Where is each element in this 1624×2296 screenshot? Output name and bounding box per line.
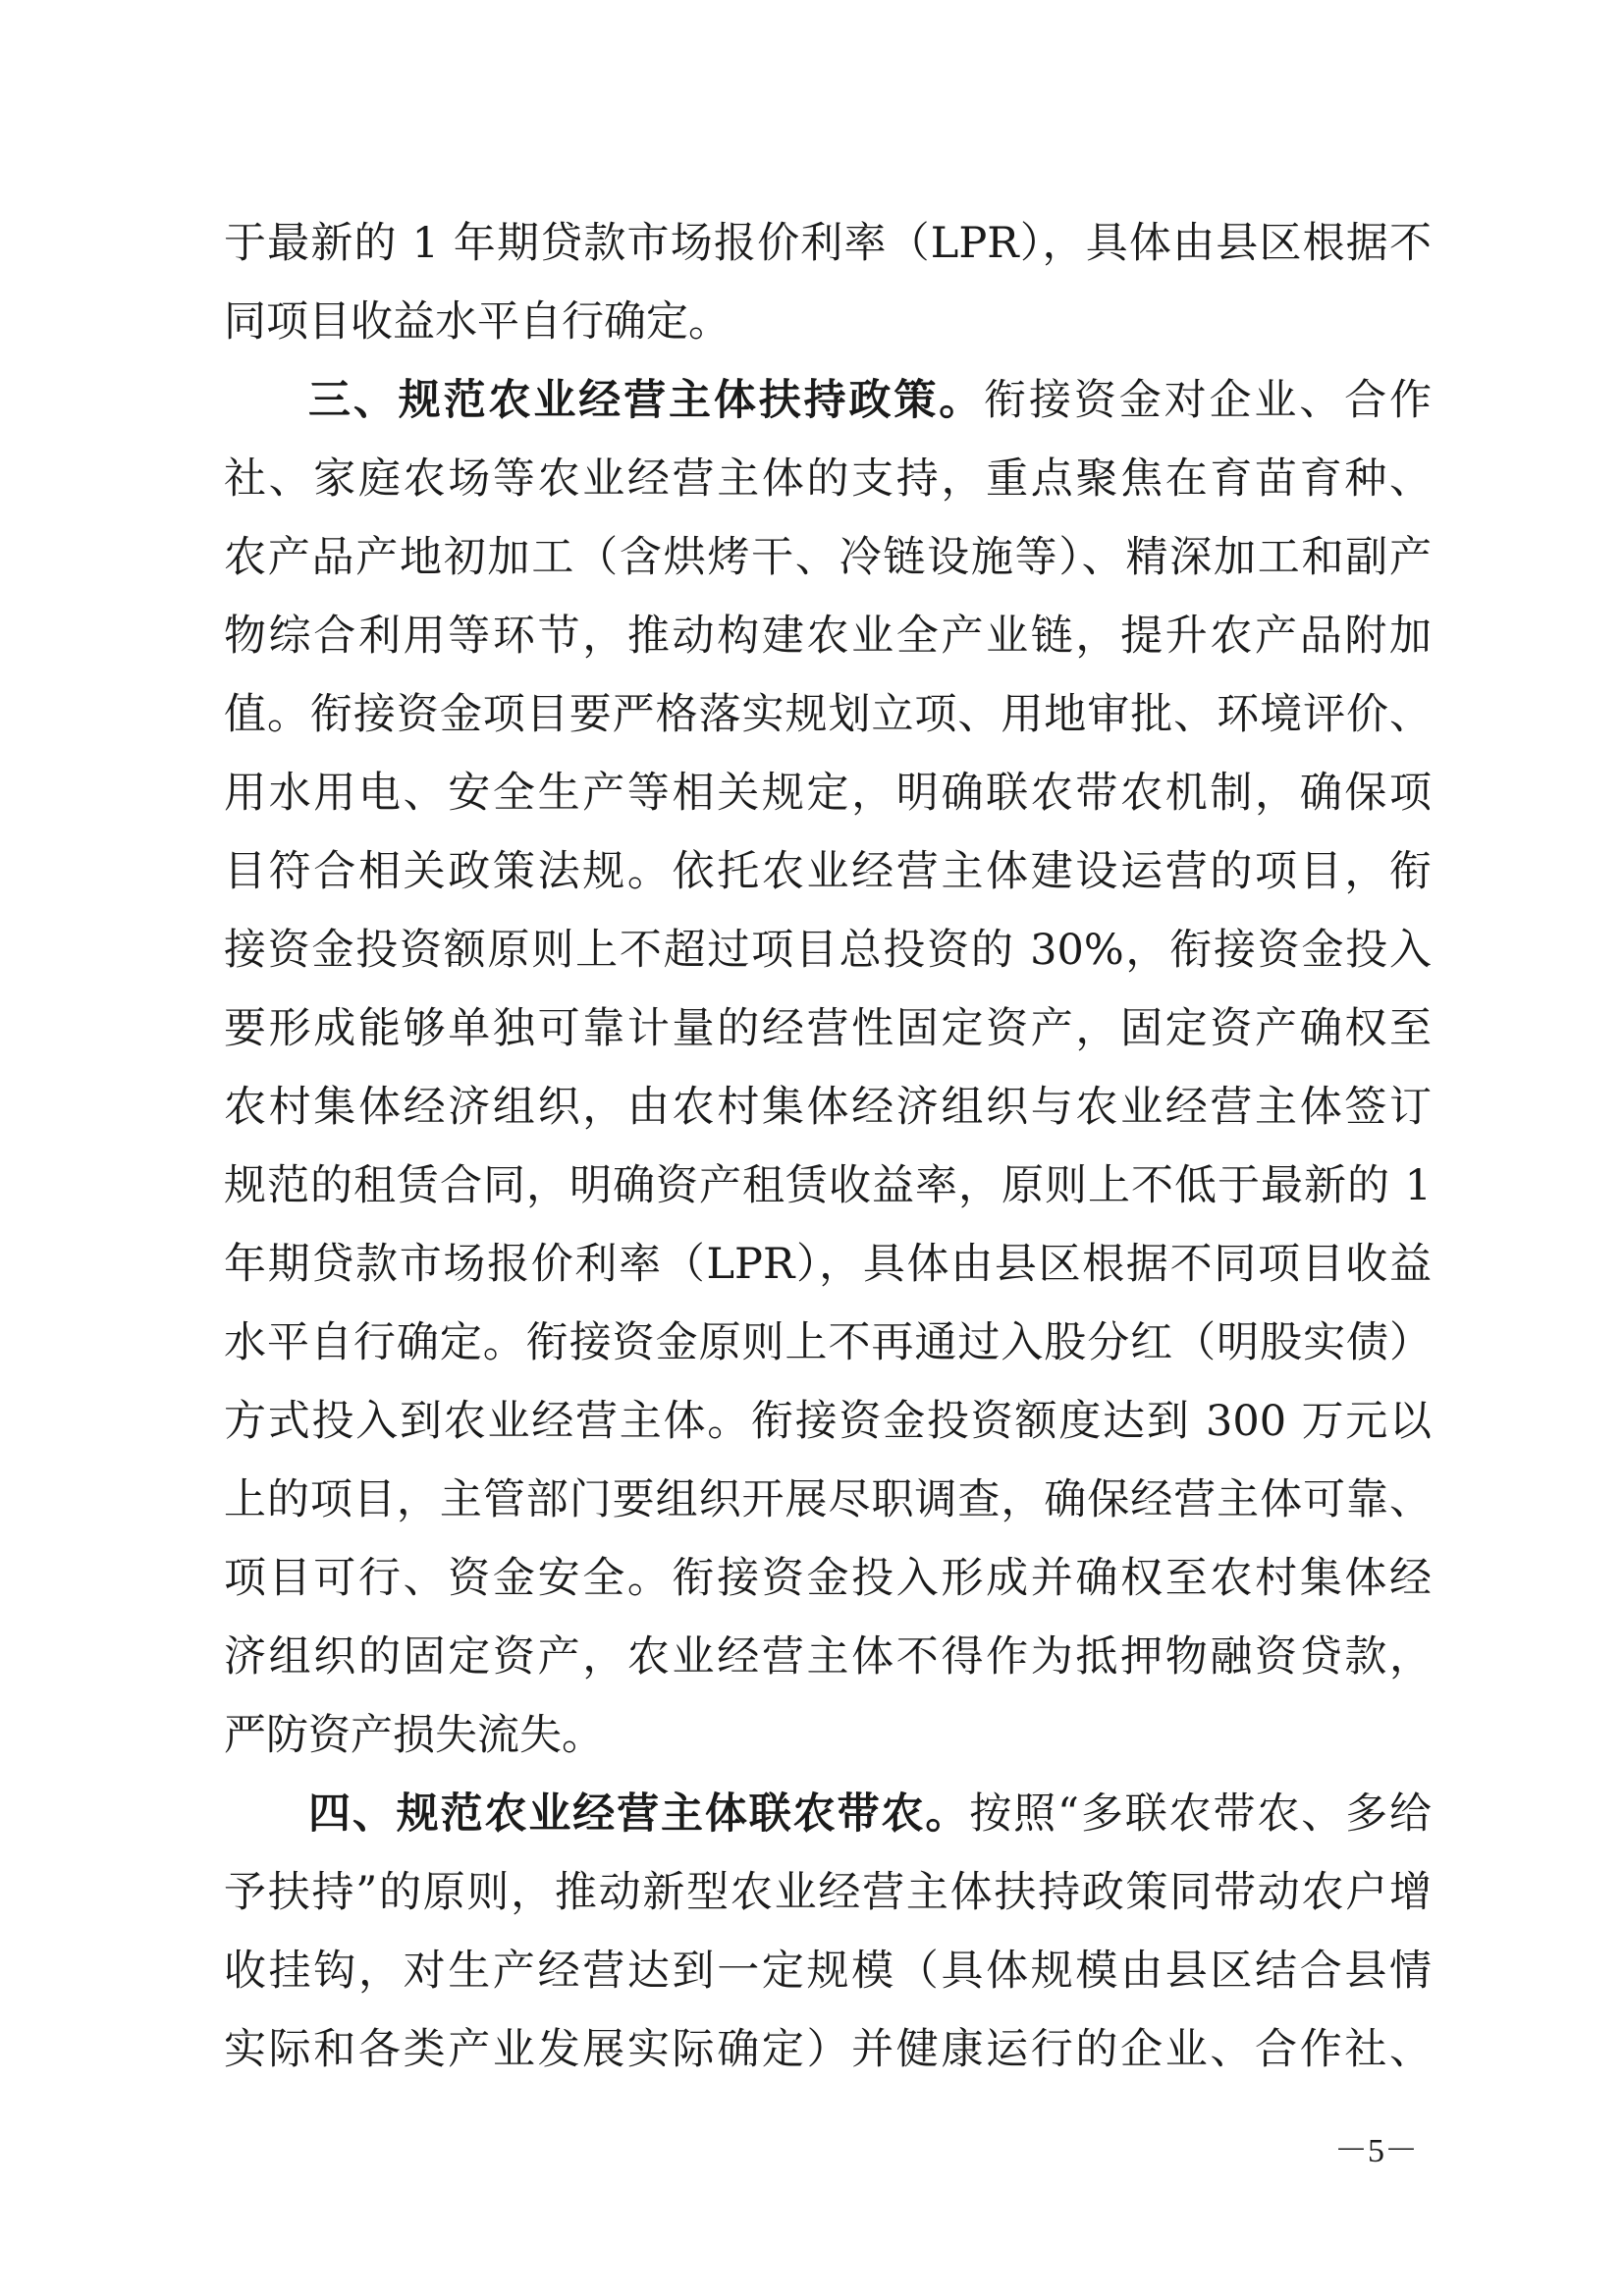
- paragraph-2-line-10: 农村集体经济组织，由农村集体经济组织与农业经营主体签订: [224, 1083, 1432, 1132]
- paragraph-1-line-2: 同项目收益水平自行确定。: [224, 297, 731, 347]
- paragraph-3-line-1: [224, 1775, 1432, 1853]
- paragraph-2-line-18: 严防资产损失流失。: [224, 1711, 604, 1760]
- paragraph-2-line-1-text: 衔接资金对企业、合作: [984, 376, 1432, 425]
- paragraph-2-line-4: 物综合利用等环节，推动构建农业全产业链，提升农产品附加: [224, 612, 1432, 661]
- page-number: －5－: [1334, 2133, 1418, 2169]
- paragraph-2-line-8: 接资金投资额原则上不超过项目总投资的 30%，衔接资金投入: [224, 926, 1432, 975]
- paragraph-3-line-4: 实际和各类产业发展实际确定）并健康运行的企业、合作社、: [224, 2025, 1432, 2074]
- section-heading-4: 四、规范农业经营主体联农带农。: [308, 1789, 970, 1839]
- paragraph-2-line-7: 目符合相关政策法规。依托农业经营主体建设运营的项目，衔: [224, 847, 1432, 896]
- paragraph-2-line-17: 济组织的固定资产，农业经营主体不得作为抵押物融资贷款，: [224, 1632, 1432, 1682]
- paragraph-2-line-5: 值。衔接资金项目要严格落实规划立项、用地审批、环境评价、: [224, 690, 1432, 739]
- paragraph-2-line-1: [224, 361, 1432, 440]
- paragraph-2-line-2: 社、家庭农场等农业经营主体的支持，重点聚焦在育苗育种、: [224, 454, 1432, 504]
- document-page: [224, 204, 1432, 2089]
- paragraph-3-line-1-text: 按照“多联农带农、多给: [969, 1789, 1433, 1839]
- paragraph-2-line-14: 方式投入到农业经营主体。衔接资金投资额度达到 300 万元以: [224, 1397, 1432, 1446]
- paragraph-2-line-3: 农产品产地初加工（含烘烤干、冷链设施等）、精深加工和副产: [224, 533, 1432, 582]
- paragraph-3-line-2: 予扶持”的原则，推动新型农业经营主体扶持政策同带动农户增: [224, 1868, 1432, 1917]
- paragraph-2-line-12: 年期贷款市场报价利率（LPR），具体由县区根据不同项目收益: [224, 1240, 1432, 1289]
- section-heading-3: 三、规范农业经营主体扶持政策。: [308, 376, 985, 425]
- paragraph-3-line-3: 收挂钩，对生产经营达到一定规模（具体规模由县区结合县情: [224, 1947, 1432, 1996]
- paragraph-1-line-1: 于最新的 1 年期贷款市场报价利率（LPR），具体由县区根据不: [224, 219, 1432, 268]
- paragraph-2-line-11: 规范的租赁合同，明确资产租赁收益率，原则上不低于最新的 1: [224, 1161, 1432, 1210]
- paragraph-2-line-16: 项目可行、资金安全。衔接资金投入形成并确权至农村集体经: [224, 1554, 1432, 1603]
- paragraph-2-line-9: 要形成能够单独可靠计量的经营性固定资产，固定资产确权至: [224, 1004, 1432, 1053]
- paragraph-2-line-6: 用水用电、安全生产等相关规定，明确联农带农机制，确保项: [224, 769, 1432, 818]
- paragraph-2-line-13: 水平自行确定。衔接资金原则上不再通过入股分红（明股实债）: [224, 1318, 1432, 1367]
- paragraph-2-line-15: 上的项目，主管部门要组织开展尽职调查，确保经营主体可靠、: [224, 1475, 1432, 1524]
